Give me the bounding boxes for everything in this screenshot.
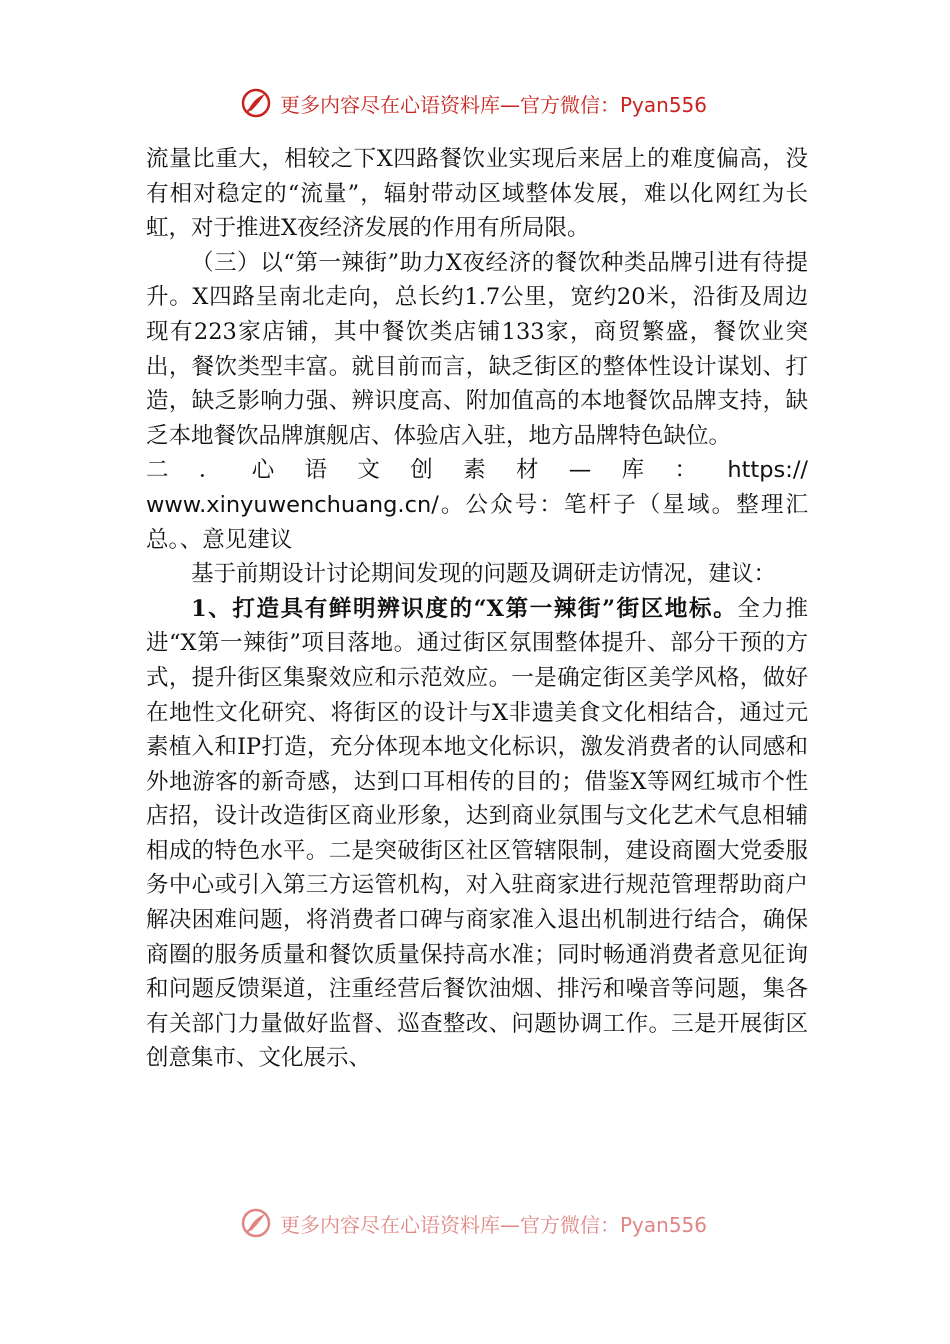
brush-logo-icon — [240, 87, 272, 119]
section-heading-line1: 二．心语文创素材—库：https:// — [146, 457, 808, 484]
section-heading-line2: www.xinyuwenchuang.cn/。公众号：笔杆子（星域。整理汇总。、意见建议 — [146, 491, 808, 553]
document-body — [146, 142, 808, 1076]
paragraph-item1 — [146, 592, 808, 1076]
paragraph-suggestion-intro: 基于前期设计讨论期间发现的问题及调研走访情况，建议： — [191, 561, 777, 588]
watermark-footer — [240, 1206, 800, 1240]
item1-title: 1、打造具有鲜明辨识度的“X第一辣街”街区地标。 — [191, 595, 738, 622]
paragraph-brand-introduction: （三）以“第一辣街”助力X夜经济的餐饮种类品牌引进有待提升。X四路呈南北走向，总长约1.7公里，宽约20米，沿街及周边现有223家店铺，其中餐饮类店铺133家，商贸繁盛，餐饮业突出，餐饮类型丰富。就目前而言，缺乏街区的整体性设计谋划、打造，缺乏影响力强、辨识度高、附加值高的本地餐饮品牌支持，缺乏本地餐饮品牌旗舰店、体验店入驻，地方品牌特色缺位。 — [146, 249, 808, 449]
brush-logo-icon — [240, 1207, 272, 1239]
paragraph-traffic: 流量比重大，相较之下X四路餐饮业实现后来居上的难度偏高，没有相对稳定的“流量”，辐射带动区域整体发展，难以化网红为长虹，对于推进X夜经济发展的作用有所局限。 — [146, 146, 808, 242]
watermark-header — [240, 86, 800, 120]
watermark-text: 更多内容尽在心语资料库—官方微信：Pyan556 — [280, 1212, 708, 1237]
watermark-text: 更多内容尽在心语资料库—官方微信：Pyan556 — [280, 92, 708, 117]
item1-text: 全力推进“X第一辣街”项目落地。通过街区氛围整体提升、部分干预的方式，提升街区集聚效应和示范效应。一是确定街区美学风格，做好在地性文化研究、将街区的设计与X非遗美食文化相结合，通过元素植入和IP打造，充分体现本地文化标识，激发消费者的认同感和外地游客的新奇感，达到口耳相传的目的；借鉴X等网红城市个性店招，设计改造街区商业形象，达到商业氛围与文化艺术气息相辅相成的特色水平。二是突破街区社区管辖限制，建设商圈大党委服务中心或引入第三方运管机构，对入驻商家进行规范管理帮助商户解决困难问题，将消费者口碑与商家准入退出机制进行结合，确保商圈的服务质量和餐饮质量保持高水准；同时畅通消费者意见征询和问题反馈渠道，注重经营后餐饮油烟、排污和噪音等问题，集各有关部门力量做好监督、巡查整改、问题协调工作。三是开展街区创意集市、文化展示、 — [146, 595, 808, 1072]
